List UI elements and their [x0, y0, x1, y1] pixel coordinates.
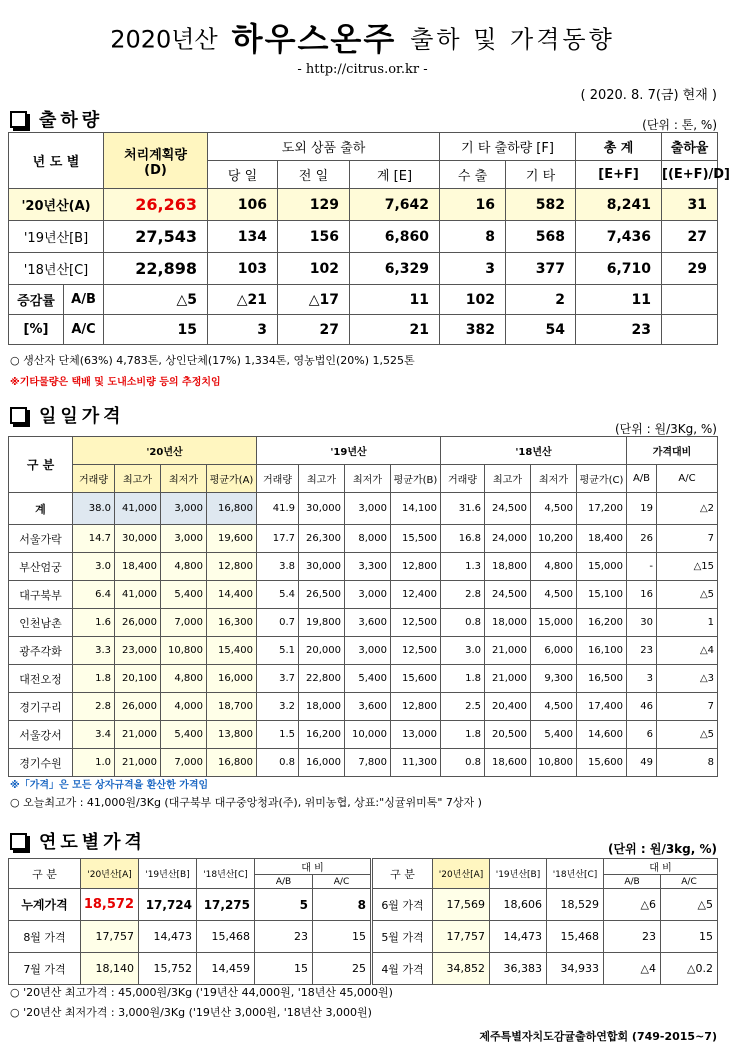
- daily-unit: (단위 : 원/3Kg, %): [614, 422, 717, 436]
- col-today: 당 일: [208, 161, 278, 189]
- col-total2: [E+F]: [576, 161, 662, 189]
- col-plan: 처리계획량 (D): [104, 133, 208, 189]
- table-row: 7월 가격 18,140 15,752 14,459 15 25: [9, 953, 371, 985]
- col-y20: '20년산: [73, 437, 257, 465]
- col-ratio: 출하율: [662, 133, 718, 161]
- yearly-table-left: 구 분 '20년산[A] '19년산[B] '18년산[C] 대 비 A/B A/C 누계가격 18,572 17,724 17,275 5 8 8월 가격 17,757 14,473 15,468 23 15 7월 가격 18,140 15,752 14,459 15 25: [8, 858, 371, 985]
- col-sum: 계 [E]: [350, 161, 440, 189]
- yearly-unit: (단위 : 원/3kg, %): [608, 842, 717, 856]
- table-row: 6월 가격 17,569 18,606 18,529 △6 △5: [373, 889, 718, 921]
- col-cmp: 가격대비: [627, 437, 718, 465]
- table-row: 계 38.0 41,000 3,000 16,800 41.9 30,000 3,000 14,100 31.6 24,500 4,500 17,200 19 △2: [9, 493, 718, 525]
- table-row: 서울강서 3.4 21,000 5,400 13,800 1.5 16,200 10,000 13,000 1.8 20,500 5,400 14,600 6 △5: [9, 721, 718, 749]
- section-yearly-heading: [10, 828, 146, 854]
- estimate-note: ※기타물량은 택배 및 도내소비량 등의 추정치임: [10, 377, 221, 388]
- checkbox-square-icon: [10, 407, 27, 424]
- table-row: 인천남촌 1.6 26,000 7,000 16,300 0.7 19,800 3,600 12,500 0.8 18,000 15,000 16,200 30 1: [9, 609, 718, 637]
- yearly-high-note: ○ '20년산 최고가격 : 45,000원/3Kg ('19년산 44,000원, '18년산 45,000원): [10, 986, 393, 999]
- section-daily-heading: [10, 402, 125, 428]
- table-row: 5월 가격 17,757 14,473 15,468 23 15: [373, 921, 718, 953]
- col-ratio2: [(E+F)/D]: [662, 161, 718, 189]
- col-y19: '19년산: [257, 437, 441, 465]
- table-row: 부산엄궁 3.0 18,400 4,800 12,800 3.8 30,000 3,300 12,800 1.3 18,800 4,800 15,000 - △15: [9, 553, 718, 581]
- section-title: 일일가격: [39, 406, 125, 427]
- today-high-note: ○ 오늘최고가 : 41,000원/3Kg (대구북부 대구중앙청과(주), 위미농협, 상표:"싱귤위미톡" 7상자 ): [10, 796, 482, 809]
- table-row: [%] A/C 15 3 27 21 382 54 23: [9, 315, 718, 345]
- footer-org: 제주특별자치도감귤출하연합회 (749-2015~7): [479, 1030, 717, 1043]
- table-row: 4월 가격 34,852 36,383 34,933 △4 △0.2: [373, 953, 718, 985]
- section-shipment-heading: [10, 106, 103, 132]
- title-subtitle: 출하 및 가격동향: [410, 25, 615, 54]
- table-row: 대구북부 6.4 41,000 5,400 14,400 5.4 26,500 3,000 12,400 2.8 24,500 4,500 15,100 16 △5: [9, 581, 718, 609]
- col-etc: 기 타: [506, 161, 576, 189]
- table-row: '18년산[C] 22,898 103 102 6,329 3 377 6,710 29: [9, 253, 718, 285]
- col-other: 기 타 출하량 [F]: [440, 133, 576, 161]
- col-domestic: 도외 상품 출하: [208, 133, 440, 161]
- table-row: 광주각화 3.3 23,000 10,800 15,400 5.1 20,000 3,000 12,500 3.0 21,000 6,000 16,100 23 △4: [9, 637, 718, 665]
- shipment-unit: (단위 : 톤, %): [642, 118, 717, 132]
- checkbox-square-icon: [10, 111, 27, 128]
- col-total: 총 계: [576, 133, 662, 161]
- site-url[interactable]: - http://citrus.or.kr -: [297, 62, 428, 77]
- table-row: 경기수원 1.0 21,000 7,000 16,800 0.8 16,000 7,800 11,300 0.8 18,600 10,800 15,600 49 8: [9, 749, 718, 777]
- report-date: ( 2020. 8. 7(금) 현재 ): [580, 88, 717, 103]
- checkbox-square-icon: [10, 833, 27, 850]
- daily-price-table: 구 분 '20년산 '19년산 '18년산 가격대비 거래량 최고가 최저가 평균가(A) 거래량 최고가 최저가 평균가(B) 거래량 최고가 최저가 평균가(C) A/B A/C 계 38.0 41,000 3,000 16,800 41.9 30,000 3,000 14,100 31.6 24,500 4,500 17,200 19 △2 서울가락 14.7 30,000 3,000 19,600 17.7 26,300 8,000 15,500 16.8 24,000 10,200 18,400 26 7 부산엄궁 3.0 18,400 4,800 12,800 3.8 30,000 3,300 12,800 1.3 18,800 4,800 15,000 - △15 대구북부 6.4 41,000 5,400 14,400 5.4 26,500 3,000 12,400 2.8 24,500 4,500 15,100 16 △5 인천남촌 1.6 26,000 7,000 16,300 0.7 19,800 3,600 12,500 0.8 18,000 15,000 16,200 30 1 광주각화 3.3 23,000 10,800 15,400 5.1 20,000 3,000 12,500 3.0 21,000 6,000 16,100 23 △4 대전오정 1.8 20,100 4,800 16,000 3.7 22,800 5,400 15,600 1.8 21,000 9,300 16,500 3 △3 경기구리 2.8 26,000 4,000 18,700 3.2 18,000 3,600 12,800 2.5 20,400 4,500 17,400 46 7 서울강서 3.4 21,000 5,400 13,800 1.5 16,200 10,000 13,000 1.8 20,500 5,400 14,600 6 △5 경기수원 1.0 21,000 7,000 16,800 0.8 16,000 7,800 11,300 0.8 18,600 10,800 15,600 49 8: [8, 436, 718, 777]
- section-title: 연도별가격: [39, 832, 146, 853]
- table-row: 누계가격 18,572 17,724 17,275 5 8: [9, 889, 371, 921]
- col-export: 수 출: [440, 161, 506, 189]
- shipment-table: [8, 132, 730, 345]
- table-row: 경기구리 2.8 26,000 4,000 18,700 3.2 18,000 3,600 12,800 2.5 20,400 4,500 17,400 46 7: [9, 693, 718, 721]
- section-title: 출하량: [39, 110, 104, 131]
- table-row: '20년산(A) 26,263 106 129 7,642 16 582 8,241 31: [9, 189, 718, 221]
- price-note: ※「가격」은 모든 상자규격을 환산한 가격임: [10, 780, 209, 791]
- table-row: 8월 가격 17,757 14,473 15,468 23 15: [9, 921, 371, 953]
- producer-note: ○ 생산자 단체(63%) 4,783톤, 상인단체(17%) 1,334톤, 영농법인(20%) 1,525톤: [10, 354, 415, 367]
- table-row: 증감률 A/B △5 △21 △17 11 102 2 11: [9, 285, 718, 315]
- col-year: 년 도 별: [9, 133, 104, 189]
- col-gu: 구 분: [9, 437, 73, 493]
- table-row: '19년산[B] 27,543 134 156 6,860 8 568 7,436 27: [9, 221, 718, 253]
- title-brand: 하우스온주: [231, 20, 397, 58]
- table-row: 서울가락 14.7 30,000 3,000 19,600 17.7 26,300 8,000 15,500 16.8 24,000 10,200 18,400 26 7: [9, 525, 718, 553]
- col-prev: 전 일: [278, 161, 350, 189]
- yearly-low-note: ○ '20년산 최저가격 : 3,000원/3Kg ('19년산 3,000원, '18년산 3,000원): [10, 1006, 372, 1019]
- yearly-table-right: 구 분 '20년산[A] '19년산[B] '18년산[C] 대 비 A/B A/C 6월 가격 17,569 18,606 18,529 △6 △5 5월 가격 17,757 14,473 15,468 23 15 4월 가격 34,852 36,383 34,933 △4 △0.2: [372, 858, 718, 985]
- title-year: 2020년산: [110, 25, 218, 54]
- daily-body: [9, 493, 718, 777]
- page-title: [0, 14, 725, 60]
- col-y18: '18년산: [441, 437, 627, 465]
- table-row: 대전오정 1.8 20,100 4,800 16,000 3.7 22,800 5,400 15,600 1.8 21,000 9,300 16,500 3 △3: [9, 665, 718, 693]
